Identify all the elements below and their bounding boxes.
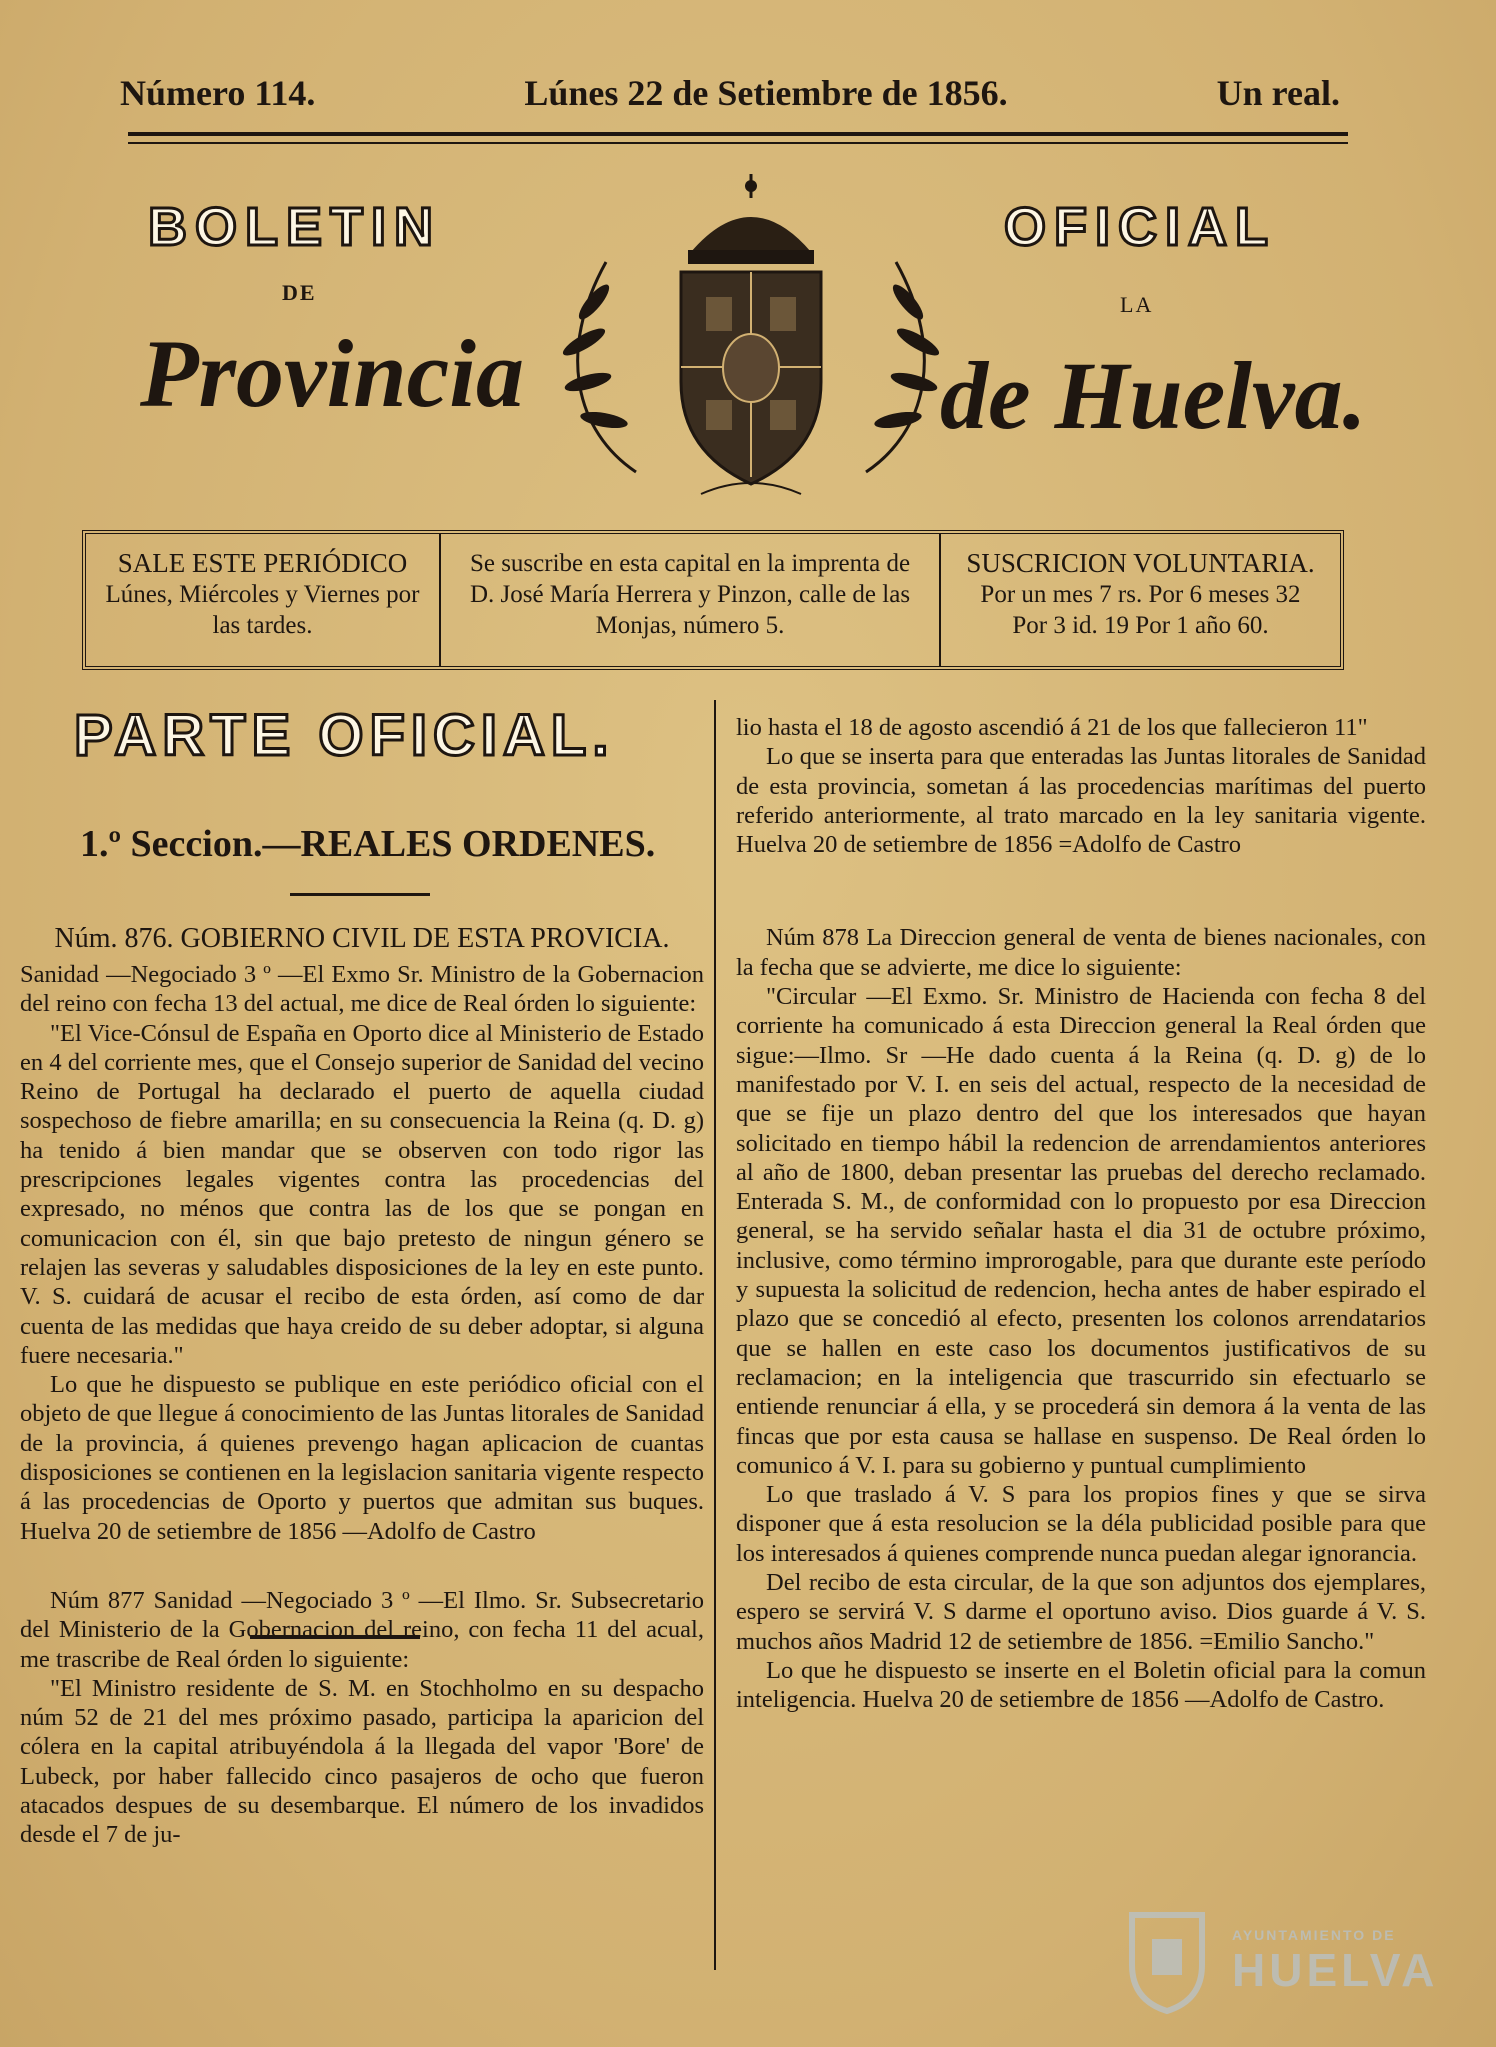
article-876-closing: Lo que he dispuesto se publique en este periódico oficial con el objeto de que llegue á conocimiento de las Juntas litorales de Sanidad de la provincia, á quienes prevengo hagan aplicacion de cuantas disposiciones se contienen en la legislacion sanitaria vigente respecto á las procedencias de Oporto y puertos que admitan sus buques. Huelva 20 de setiembre de 1856 —Adolfo de Castro xyxy=(20,1371,704,1545)
city-shield-icon xyxy=(1122,1905,1212,2015)
article-876-intro: Sanidad —Negociado 3 º —El Exmo Sr. Ministro de la Gobernacion del reino con fecha 13 del actual, me dice de Real órden lo siguiente: xyxy=(20,961,704,1018)
article-878-closing: Lo que he dispuesto se inserte en el Boletin oficial para la comun inteligencia. Huelva 20 de setiembre de 1856 —Adolfo de Castro. xyxy=(736,1656,1426,1714)
subscription-location xyxy=(441,534,941,666)
article-separator xyxy=(250,1635,420,1639)
watermark-name: HUELVA xyxy=(1232,1944,1439,1996)
article-877-continuation: lio hasta el 18 de agosto ascendió á 21 de los que fallecieron 11" xyxy=(736,714,1368,741)
issue-date: Lúnes 22 de Setiembre de 1856. xyxy=(524,73,1008,113)
subscription-box xyxy=(82,530,1344,670)
title-de-huelva: de Huelva. xyxy=(940,342,1367,449)
masthead-rule xyxy=(128,132,1348,136)
article-876-quote: "El Vice-Cónsul de España en Oporto dice al Ministerio de Estado en 4 del corriente mes, que el Consejo superior de Sanidad del vecino Reino de Portugal ha declarado el puerto de aquella ciudad sospechoso de fiebre amarilla; en su consecuencia la Reina (q. D. g) ha tenido á bien mandar que se observen con todo rigor las prescripciones legales vigentes contra las procedencias del expresado, no ménos que contra las de los que se pongan en comunicacion con él, sin que bajo pretesto de ningun género se relajen las severas y saludables disposiciones de la ley en este punto. V. S. cuidará de acusar el recibo de esta órden, así como de dar cuenta de las medidas que haya creido de su deber adoptar, si alguna fuere necesaria." xyxy=(20,1019,704,1369)
schedule-heading: SALE ESTE PERIÓDICO xyxy=(117,548,408,578)
issue-number: Número 114. xyxy=(120,73,316,113)
article-878-circular: "Circular —El Exmo. Sr. Ministro de Hacienda con fecha 8 del corriente ha comunicado á esta Direccion general la Real órden que sigue:—Ilmo. Sr —He dado cuenta á la Reina (q. D. g) de lo manifestado por V. I. en seis del actual, respecto de la necesidad de que se fije un plazo dentro del que los interesados que hayan solicitado en tiempo hábil la redencion de arrendamientos anteriores al año de 1800, deban presentar las pruebas del derecho reclamado. Enterada S. M., de conformidad con lo propuesto por esa Direccion general, se ha servido señalar hasta el dia 31 de octubre próximo, inclusive, como término improrogable, para que durante este período y supuesta la solicitud de redencion, hecha antes de haber espirado el plazo que se concedió al efecto, presenten los colonos arrendatarios que se hallen en este caso los documentos justificativos de su reclamacion; en la inteligencia que trascurrido sin efectuarlo se entiende renunciar á ella, y se procederá sin demora á la venta de las fincas que por esta causa se hallase en suspenso. De Real órden lo comunico á V. I. para su gobierno y puntual cumplimiento xyxy=(736,983,1426,1479)
article-877-quote: "El Ministro residente de S. M. en Stochholmo en su despacho núm 52 de 21 del mes próximo pasado, participa la aparicion del cólera en la capital atribuyéndola á la llegada del vapor 'Bore' de Lubeck, por haber fallecido cinco pasajeros de ocho que fueron atacados despues de su desembarque. El número de los invadidos desde el 7 de ju- xyxy=(20,1674,704,1849)
subscription-prices xyxy=(941,534,1340,666)
section-ornament xyxy=(290,893,430,896)
article-877-closing: Lo que se inserta para que enteradas las Juntas litorales de Sanidad de esta provincia, sometan á las procedencias marítimas del puerto referido anteriormente, al trato marcado en la ley sanitaria vigente. Huelva 20 de setiembre de 1856 =Adolfo de Castro xyxy=(736,743,1426,859)
prices-heading: SUSCRICION VOLUNTARIA. xyxy=(966,548,1315,578)
article-878-intro: Núm 878 La Direccion general de venta de bienes nacionales, con la fecha que se advierte, me dice lo siguiente: xyxy=(736,924,1426,981)
archive-watermark xyxy=(1122,1905,1439,2025)
article-877-intro: Núm 877 Sanidad —Negociado 3 º —El Ilmo. Sr. Subsecretario del Ministerio de la Gobernacion del reino, con fecha 11 del acual, me trascribe de Real órden lo siguiente: xyxy=(20,1586,704,1673)
right-column xyxy=(736,713,1426,1715)
watermark-label: AYUNTAMIENTO DE xyxy=(1232,1927,1396,1943)
title-la: LA xyxy=(1120,292,1154,317)
schedule-text: Lúnes, Miércoles y Viernes por las tardes. xyxy=(105,581,420,639)
column-divider xyxy=(714,700,716,1970)
publication-schedule xyxy=(86,534,441,666)
masthead-rule-thin xyxy=(128,142,1348,144)
article-878-recibo: Del recibo de esta circular, de la que son adjuntos dos ejemplares, espero se servirá V. S darme el oportuno aviso. Dios guarde á V. S. muchos años Madrid 12 de setiembre de 1856. =Emilio Sancho." xyxy=(736,1569,1426,1655)
left-column xyxy=(20,922,704,1850)
issue-price: Un real. xyxy=(1216,73,1340,113)
title-oficial: OFICIAL xyxy=(1004,197,1276,257)
article-876-heading: Núm. 876. GOBIERNO CIVIL DE ESTA PROVICIA. xyxy=(54,923,670,954)
section-heading: 1.º Seccion.—REALES ORDENES. xyxy=(80,823,656,865)
prices-line-1: Por un mes 7 rs. Por 6 meses 32 xyxy=(980,581,1301,608)
title-provincia: Provincia xyxy=(140,320,524,427)
prices-line-2: Por 3 id. 19 Por 1 año 60. xyxy=(1012,612,1269,639)
masthead-line xyxy=(120,72,1340,114)
article-878-traslado: Lo que traslado á V. S para los propios fines y que se sirva disponer que á esta resolucion se la déla publicidad posible para que los interesados á quienes comprende nunca puedan alegar ignorancia. xyxy=(736,1481,1426,1567)
title-boletin: BOLETIN xyxy=(148,197,441,257)
title-de: DE xyxy=(282,280,317,305)
royal-crest-emblem xyxy=(516,172,986,502)
subscription-location-text: Se suscribe en esta capital en la imprenta de D. José María Herrera y Pinzon, calle de las Monjas, número 5. xyxy=(469,550,911,639)
section-parte-oficial: PARTE OFICIAL. xyxy=(74,703,615,768)
